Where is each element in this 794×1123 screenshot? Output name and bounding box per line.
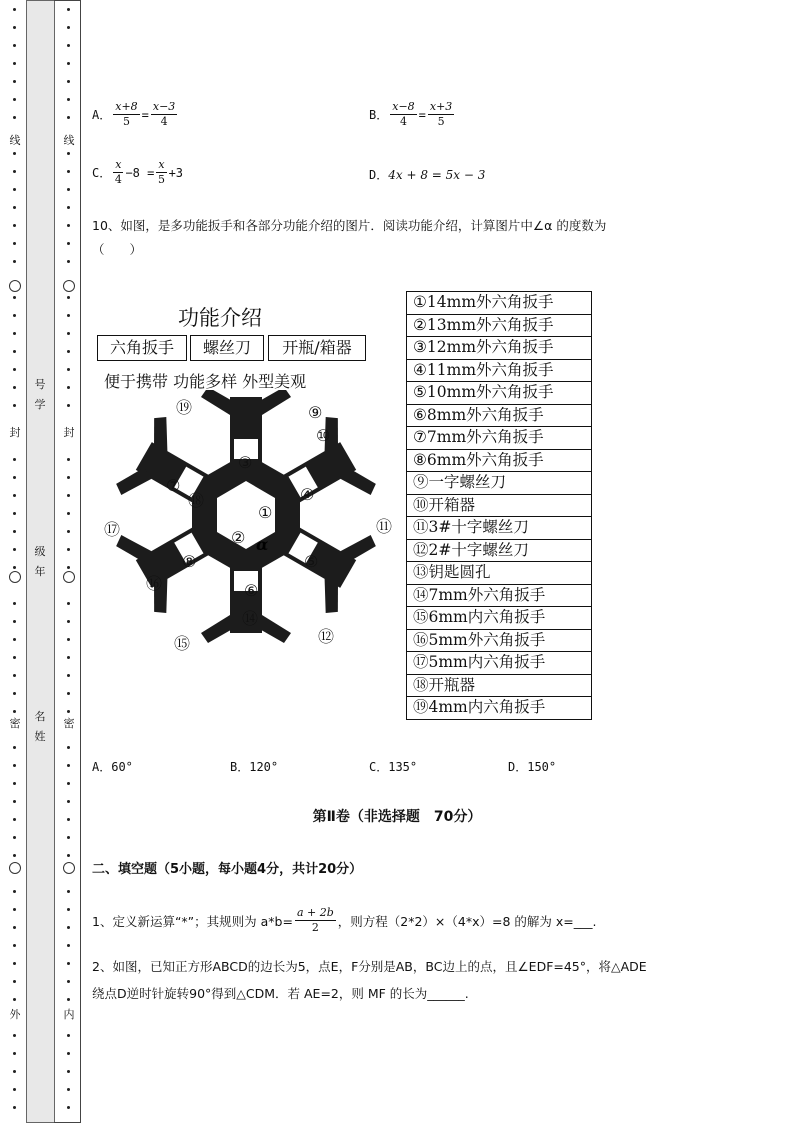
fig-num-12: ⑫ — [318, 627, 335, 646]
margin-dot — [13, 512, 16, 515]
margin-dot — [67, 314, 70, 317]
margin-dot — [67, 98, 70, 101]
legend-row: ⑫2#十字螺丝刀 — [407, 540, 591, 563]
frac-den: 2 — [311, 921, 319, 934]
option-c-mid: −8 = — [125, 165, 155, 180]
legend-row: ⑭7mm外六角扳手 — [407, 585, 591, 608]
figure-box-opener: 开瓶/箱器 — [268, 335, 366, 361]
option-b — [369, 100, 456, 129]
option-b-right-frac — [428, 100, 454, 129]
margin-dot — [67, 548, 70, 551]
margin-dot — [67, 962, 70, 965]
frac-den: 4 — [399, 115, 407, 128]
option-b-label: B． — [369, 108, 389, 122]
margin-dot — [13, 800, 16, 803]
legend-row: ⑦7mm外六角扳手 — [407, 427, 591, 450]
frac-den: 5 — [157, 173, 165, 186]
legend-row: ⑲4mm内六角扳手 — [413, 698, 546, 716]
margin-dot — [13, 656, 16, 659]
fill-question-1 — [92, 906, 596, 935]
fig-num-17: ⑰ — [104, 520, 121, 539]
margin-dot — [67, 386, 70, 389]
option-c-left-frac — [113, 158, 123, 187]
label-grade-1: 级 — [34, 545, 46, 558]
legend-row: ⑨一字螺丝刀 — [407, 472, 591, 495]
figure-box-screwdriver: 螺丝刀 — [190, 335, 264, 361]
outer-char-wai: 外 — [6, 1009, 24, 1021]
margin-dot — [13, 926, 16, 929]
margin-dot — [13, 476, 16, 479]
margin-dot — [13, 26, 16, 29]
outer-char-mi: 密 — [6, 718, 24, 730]
fig-num-4: ④ — [300, 485, 315, 504]
margin-dot — [67, 710, 70, 713]
margin-dot — [13, 296, 16, 299]
margin-dot — [67, 674, 70, 677]
q10-answer-c: C．135° — [369, 760, 418, 774]
margin-dot — [67, 296, 70, 299]
binding-margin — [0, 0, 84, 1123]
margin-dot — [13, 854, 16, 857]
margin-dot — [13, 566, 16, 569]
snowflake-wrench-figure — [96, 390, 406, 660]
margin-dot — [67, 332, 70, 335]
margin-dot — [67, 926, 70, 929]
fig-num-7: ⑦ — [166, 476, 181, 495]
legend-row: ⑮6mm内六角扳手 — [407, 607, 591, 630]
margin-dot — [13, 368, 16, 371]
margin-dot — [67, 62, 70, 65]
frac-num: x+8 — [115, 100, 138, 113]
label-student-no-1: 号 — [34, 378, 46, 391]
outer-char-xian: 线 — [6, 135, 24, 147]
outer-dot-line — [6, 0, 24, 1123]
margin-dot — [67, 836, 70, 839]
inner-char-feng: 封 — [60, 427, 78, 439]
fill1-frac — [295, 906, 336, 935]
margin-circle — [63, 280, 75, 292]
margin-dot — [67, 404, 70, 407]
q10-answer-d: D．150° — [508, 760, 557, 774]
option-a-left-frac — [113, 100, 139, 129]
label-grade-2: 年 — [34, 565, 46, 578]
margin-dot — [13, 116, 16, 119]
margin-dot — [67, 1034, 70, 1037]
margin-dot — [67, 224, 70, 227]
q10-answer-a: A．60° — [92, 760, 133, 774]
margin-dot — [13, 1034, 16, 1037]
margin-dot — [13, 1106, 16, 1109]
margin-dot — [67, 908, 70, 911]
fig-num-9: ⑨ — [308, 403, 323, 422]
margin-dot — [13, 890, 16, 893]
margin-dot — [67, 152, 70, 155]
legend-row: ④11mm外六角扳手 — [407, 360, 591, 383]
figure-box-hex: 六角扳手 — [97, 335, 187, 361]
option-c-tail: +3 — [168, 165, 184, 180]
frac-num: x+3 — [429, 100, 453, 113]
margin-dot — [13, 1052, 16, 1055]
legend-row: ⑯5mm外六角扳手 — [407, 630, 591, 653]
margin-dot — [13, 548, 16, 551]
margin-dot — [13, 1088, 16, 1091]
fill1-post: ，则方程（2*2）×（4*x）=8 的解为 x=___. — [337, 913, 597, 929]
margin-dot — [13, 764, 16, 767]
margin-dot — [67, 458, 70, 461]
margin-dot — [13, 998, 16, 1001]
margin-dot — [13, 782, 16, 785]
option-a — [92, 100, 179, 129]
margin-dot — [13, 332, 16, 335]
margin-dot — [67, 620, 70, 623]
margin-dot — [13, 962, 16, 965]
margin-dot — [67, 602, 70, 605]
option-c — [92, 158, 183, 187]
fig-num-11: ⑪ — [376, 517, 393, 536]
fig-num-18: ⑱ — [188, 491, 205, 510]
legend-row: ③12mm外六角扳手 — [407, 337, 591, 360]
option-b-eq: = — [418, 107, 426, 122]
margin-dot — [67, 1088, 70, 1091]
inner-char-xian: 线 — [60, 135, 78, 147]
legend-row: ⑤10mm外六角扳手 — [407, 382, 591, 405]
label-student-no-2: 学 — [34, 398, 46, 411]
margin-dot — [67, 260, 70, 263]
legend-row: ⑧6mm外六角扳手 — [407, 450, 591, 473]
margin-dot — [67, 170, 70, 173]
margin-dot — [13, 638, 16, 641]
frac-num: x — [158, 158, 165, 171]
margin-dot — [67, 1070, 70, 1073]
snowflake-shape — [113, 390, 380, 643]
margin-dot — [67, 782, 70, 785]
frac-num: a + 2b — [296, 906, 334, 919]
margin-dot — [67, 494, 70, 497]
margin-dot — [13, 152, 16, 155]
legend-row: ⑩开箱器 — [407, 495, 591, 518]
margin-dot — [13, 530, 16, 533]
figure-title: 功能介绍 — [178, 306, 262, 330]
option-a-eq: = — [141, 107, 149, 122]
margin-dot — [67, 476, 70, 479]
margin-dot — [67, 206, 70, 209]
margin-dot — [67, 80, 70, 83]
margin-dot — [67, 566, 70, 569]
fill-question-2-line2: 绕点D逆时针旋转90°得到△CDM．若 AE=2，则 MF 的长为______. — [92, 986, 469, 1001]
margin-dot — [13, 224, 16, 227]
margin-dot — [67, 854, 70, 857]
margin-dot — [67, 980, 70, 983]
margin-dot — [13, 62, 16, 65]
margin-dot — [13, 314, 16, 317]
option-d — [369, 166, 485, 183]
margin-dot — [67, 242, 70, 245]
margin-dot — [67, 116, 70, 119]
frac-num: x — [115, 158, 122, 171]
section-2-title: 第Ⅱ卷（非选择题 70分） — [312, 809, 482, 825]
margin-dot — [67, 638, 70, 641]
margin-dot — [13, 620, 16, 623]
q10-paren: （ ） — [92, 242, 143, 257]
legend-row: ②13mm外六角扳手 — [407, 315, 591, 338]
fig-num-19: ⑲ — [176, 398, 193, 417]
option-c-label: C． — [92, 166, 112, 180]
outer-char-feng: 封 — [6, 427, 24, 439]
legend-row: ①14mm外六角扳手 — [407, 292, 591, 315]
margin-dot — [67, 350, 70, 353]
frac-den: 4 — [114, 173, 122, 186]
fig-num-3: ③ — [238, 453, 253, 472]
margin-dot — [67, 998, 70, 1001]
margin-dot — [13, 242, 16, 245]
margin-dot — [13, 710, 16, 713]
margin-dot — [67, 530, 70, 533]
margin-dot — [67, 746, 70, 749]
margin-dot — [67, 1106, 70, 1109]
frac-den: 5 — [122, 115, 130, 128]
fig-num-8: ⑧ — [182, 552, 197, 571]
function-legend-table — [406, 291, 592, 720]
margin-dot — [13, 260, 16, 263]
option-d-label: D． — [369, 168, 389, 182]
margin-dot — [67, 26, 70, 29]
margin-dot — [67, 368, 70, 371]
margin-dot — [67, 188, 70, 191]
inner-dot-line — [60, 0, 78, 1123]
margin-dot — [13, 386, 16, 389]
margin-dot — [13, 188, 16, 191]
margin-dot — [13, 908, 16, 911]
inner-char-nei: 内 — [60, 1009, 78, 1021]
margin-circle — [9, 571, 21, 583]
margin-dot — [13, 602, 16, 605]
margin-circle — [63, 862, 75, 874]
margin-dot — [67, 44, 70, 47]
margin-dot — [13, 692, 16, 695]
margin-dot — [67, 692, 70, 695]
figure-desc: 便于携带 功能多样 外型美观 — [104, 372, 307, 391]
margin-dot — [13, 944, 16, 947]
margin-circle — [9, 280, 21, 292]
fill1-pre: 1、定义新运算“*”；其规则为 a*b= — [92, 913, 293, 929]
margin-dot — [67, 8, 70, 11]
alpha-label: α — [256, 535, 269, 554]
margin-circle — [9, 862, 21, 874]
fig-num-16: ⑯ — [146, 574, 163, 593]
margin-dot — [13, 80, 16, 83]
fill-in-heading: 二、填空题（5小题，每小题4分，共计20分） — [92, 862, 363, 877]
legend-row: ⑪3#十字螺丝刀 — [407, 517, 591, 540]
margin-dot — [13, 674, 16, 677]
option-d-expr: 4x + 8 = 5x − 3 — [388, 167, 486, 182]
margin-dot — [13, 404, 16, 407]
q10-answer-b: B．120° — [230, 760, 279, 774]
frac-den: 5 — [437, 115, 445, 128]
margin-dot — [13, 98, 16, 101]
margin-circle — [63, 571, 75, 583]
margin-dot — [13, 836, 16, 839]
legend-row: ⑱开瓶器 — [407, 675, 591, 698]
margin-dot — [67, 1052, 70, 1055]
margin-dot — [13, 170, 16, 173]
fill-question-2-line1: 2、如图，已知正方形ABCD的边长为5，点E，F分别是AB，BC边上的点，且∠EDF=45°，将△ADE — [92, 959, 647, 974]
name-strip — [26, 0, 55, 1123]
margin-dot — [67, 944, 70, 947]
option-a-label: A． — [92, 108, 112, 122]
frac-num: x−8 — [392, 100, 415, 113]
margin-dot — [13, 980, 16, 983]
margin-dot — [13, 206, 16, 209]
option-b-left-frac — [390, 100, 416, 129]
fig-num-5: ⑤ — [304, 552, 319, 571]
margin-dot — [67, 890, 70, 893]
option-c-right-frac — [156, 158, 166, 187]
fig-num-1: ① — [258, 503, 273, 522]
label-name-2: 姓 — [34, 730, 46, 743]
margin-dot — [67, 800, 70, 803]
legend-row: ⑬钥匙圆孔 — [407, 562, 591, 585]
margin-dot — [13, 458, 16, 461]
legend-row: ⑥8mm外六角扳手 — [407, 405, 591, 428]
q10-text: 10、如图，是多功能扳手和各部分功能介绍的图片．阅读功能介绍，计算图片中∠α 的度数为 — [92, 218, 607, 233]
label-name-1: 名 — [34, 710, 46, 723]
margin-dot — [67, 512, 70, 515]
margin-dot — [13, 494, 16, 497]
fig-num-6: ⑥ — [244, 581, 259, 600]
fig-num-15: ⑮ — [174, 634, 191, 653]
frac-den: 4 — [160, 115, 168, 128]
inner-char-mi: 密 — [60, 718, 78, 730]
fig-num-10: ⑩ — [316, 426, 331, 445]
margin-dot — [13, 350, 16, 353]
legend-row: ⑰5mm内六角扳手 — [407, 652, 591, 675]
margin-dot — [67, 656, 70, 659]
fig-num-13: ⑬ — [286, 592, 303, 611]
margin-dot — [13, 44, 16, 47]
margin-dot — [67, 764, 70, 767]
fig-num-2: ② — [231, 528, 246, 547]
margin-dot — [13, 1070, 16, 1073]
margin-dot — [13, 8, 16, 11]
frac-num: x−3 — [152, 100, 176, 113]
option-a-right-frac — [151, 100, 177, 129]
margin-dot — [13, 746, 16, 749]
fig-num-14: ⑭ — [242, 609, 259, 628]
